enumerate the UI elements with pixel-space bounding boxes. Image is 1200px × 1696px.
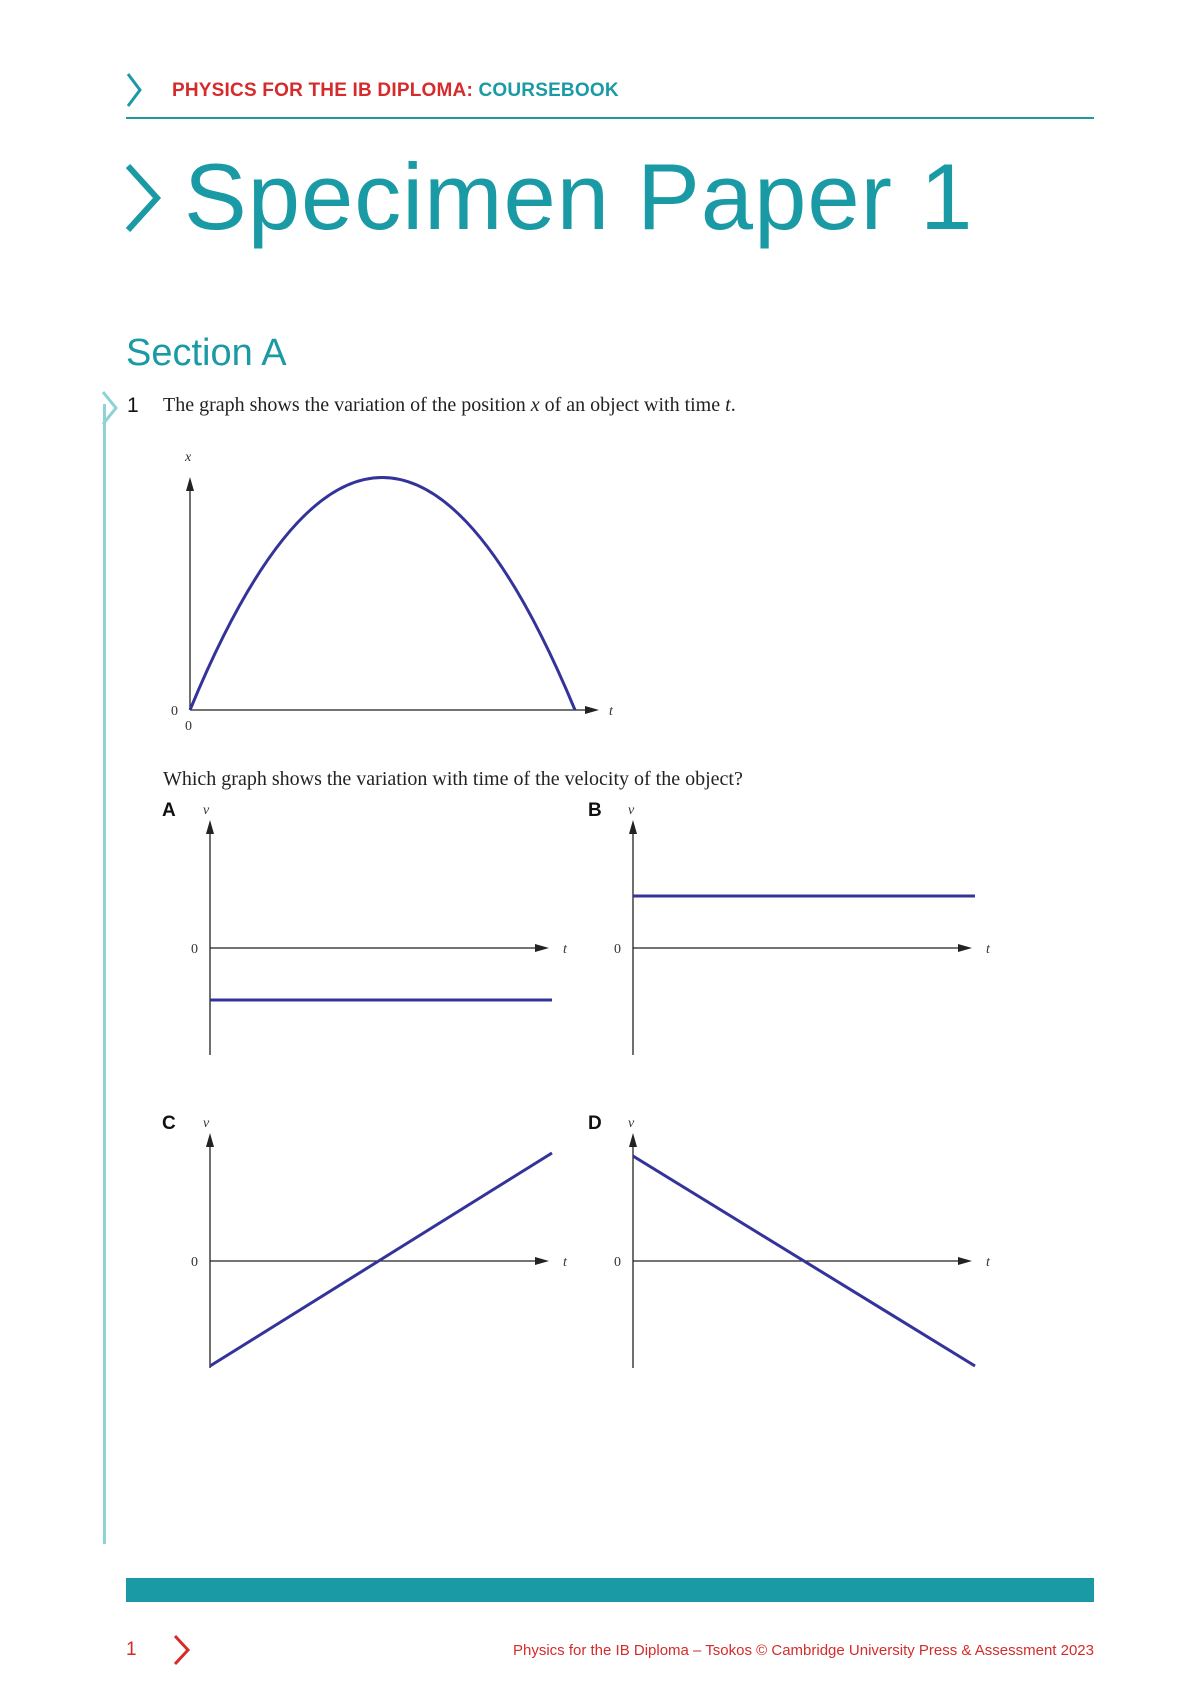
option-c-letter[interactable]: C (162, 1113, 176, 1134)
option-a-letter[interactable]: A (162, 800, 176, 821)
x-axis-label: t (986, 1255, 990, 1270)
x-axis-arrow (535, 1257, 549, 1265)
position-time-graph (165, 445, 625, 735)
x-axis-arrow (535, 944, 549, 952)
origin-label-y: 0 (171, 704, 178, 719)
question-number: 1 (127, 394, 139, 417)
zero-label: 0 (191, 1255, 198, 1270)
x-axis-arrow (585, 706, 599, 714)
question-prompt: Which graph shows the variation with time of the velocity of the object? (163, 768, 743, 790)
y-axis-arrow (206, 1133, 214, 1147)
x-axis-arrow (958, 944, 972, 952)
origin-label-x: 0 (185, 719, 192, 734)
option-b-graph[interactable] (608, 800, 1008, 1060)
position-curve (190, 478, 575, 711)
question-text-part: . (730, 394, 736, 416)
header-title-red: PHYSICS FOR THE IB DIPLOMA: (172, 80, 473, 101)
zero-label: 0 (614, 1255, 621, 1270)
question-text (163, 394, 736, 417)
footer-bar (126, 1578, 1094, 1602)
y-axis-arrow (206, 820, 214, 834)
zero-label: 0 (614, 942, 621, 957)
question-text-part: The graph shows the variation of the position (163, 394, 531, 416)
y-axis-label: v (628, 1116, 635, 1131)
header-title-teal: COURSEBOOK (472, 80, 619, 101)
question-text-part: of an object with time (539, 394, 726, 416)
option-b-letter[interactable]: B (588, 800, 602, 821)
chevron-right-icon (124, 163, 162, 233)
header-rule (126, 117, 1094, 119)
x-axis-arrow (958, 1257, 972, 1265)
y-axis-label: v (203, 1116, 210, 1131)
option-a-graph[interactable] (185, 800, 585, 1060)
section-title: Section A (126, 332, 287, 374)
option-d-letter[interactable]: D (588, 1113, 602, 1134)
chevron-right-icon (100, 390, 120, 426)
y-axis-arrow (186, 477, 194, 491)
x-axis-label: t (563, 1255, 567, 1270)
copyright-text: Physics for the IB Diploma – Tsokos © Cambridge University Press & Assessment 2023 (512, 1642, 1094, 1659)
x-axis-label: t (609, 704, 613, 719)
y-axis-arrow (629, 1133, 637, 1147)
y-axis-label: x (185, 450, 192, 465)
y-axis-arrow (629, 820, 637, 834)
chevron-right-icon (172, 1634, 192, 1666)
page-number: 1 (126, 1639, 137, 1660)
option-c-graph[interactable] (185, 1113, 585, 1373)
velocity-line (210, 1153, 552, 1366)
option-d-graph[interactable] (608, 1113, 1008, 1373)
running-header (172, 80, 619, 102)
question-variable-t: t (725, 394, 731, 416)
page-title: Specimen Paper 1 (184, 144, 974, 249)
y-axis-label: v (203, 803, 210, 818)
x-axis-label: t (986, 942, 990, 957)
margin-line (103, 404, 106, 1544)
y-axis-label: v (628, 803, 635, 818)
question-variable-x: x (530, 394, 540, 416)
x-axis-label: t (563, 942, 567, 957)
zero-label: 0 (191, 942, 198, 957)
chevron-right-icon (126, 72, 142, 108)
